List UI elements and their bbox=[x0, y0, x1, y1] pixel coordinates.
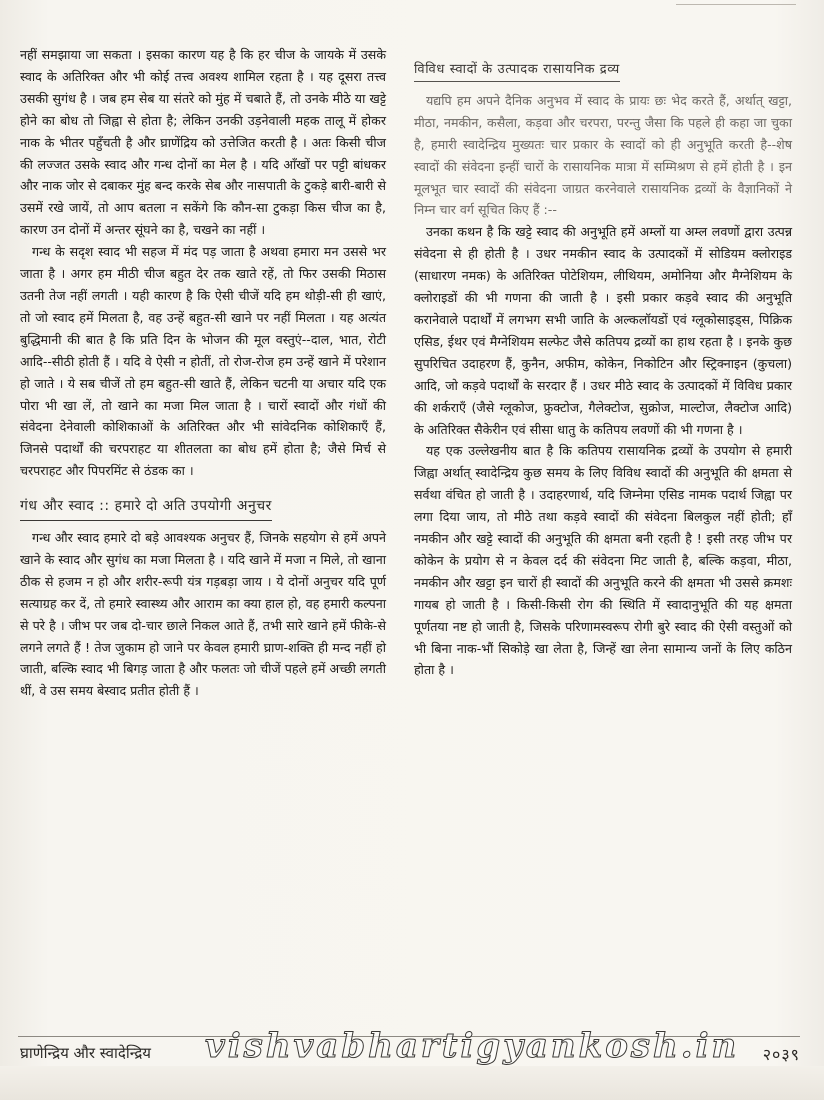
section-heading-chemicals: विविध स्वादों के उत्पादक रासायनिक द्रव्य bbox=[414, 59, 620, 82]
right-paragraph-3: यह एक उल्लेखनीय बात है कि कतिपय रासायनिक द्रव्यों के उपयोग से हमारी जिह्वा अर्थात् स्वादेन्द्रिय कुछ समय के लिए विविध स्वादों की अनुभूति की क्षमता से सर्वथा वंचित हो जाती है । उदाहरणार्थ, यदि जिम्नेमा एसिड नामक पदार्थ जिह्वा पर लगा दिया जाय, तो मीठे तथा कड़वे स्वादों की संवेदना बिलकुल नहीं होती; हाँ नमकीन और खट्टे स्वादों की अनुभूति की क्षमता बनी रहती है ! इसी तरह जीभ पर कोकेन के प्रयोग से न केवल दर्द की संवेदना मिट जाती है, बल्कि कड़वा, मीठा, नमकीन और खट्टा इन चारों ही स्वादों की अनुभूति करने की क्षमता भी उससे क्रमशः गायब हो जाती है । किसी-किसी रोग की स्थिति में स्वादानुभूति की यह क्षमता पूर्णतया नष्ट हो जाती है, जिसके परिणामस्वरूप रोगी बुरे स्वाद की ऐसी वस्तुओं को भी बिना नाक-भौं सिकोड़े खा लेता है, जिन्हें खा लेना सामान्य जनों के लिए कठिन होता है । bbox=[414, 443, 792, 678]
left-paragraph-1: नहीं समझाया जा सकता । इसका कारण यह है कि हर चीज के जायके में उसके स्वाद के अतिरिक्त और भी कोई तत्त्व अवश्य शामिल रहता है । यह दूसरा तत्त्व उसकी सुगंध है । जब हम सेब या संतरे को मुंह में चबाते हैं, तो उनके मीठे या खट्टे होने का बोध तो जिह्वा से होता है; लेकिन उनकी उड़नेवाली महक तालू में होकर नाक के भीतर पहुँचती है और घ्राणेंद्रिय को उत्तेजित करती है । अतः किसी चीज की लज्जत उसके स्वाद और गन्ध दोनों का मेल है । यदि आँखों पर पट्टी बांधकर और नाक जोर से दबाकर मुंह बन्द करके सेब और नासपाती के टुकड़े बारी-बारी से उसमें रखे जायें, तो आप बतला न सकेंगे कि कौन-सा टुकड़ा किस चीज का है, कारण उन दोनों में अन्तर सूंघने का है, चखने का नहीं । bbox=[20, 47, 386, 238]
site-watermark: vishvabhartigyankosh.in bbox=[205, 1026, 740, 1066]
left-paragraph-2: गन्ध के सदृश स्वाद भी सहज में मंद पड़ जाता है अथवा हमारा मन उससे भर जाता है । अगर हम मीठी चीज बहुत देर तक खाते रहें, तो फिर उसकी मिठास उतनी तेज नहीं लगती । यही कारण है कि ऐसी चीजें यदि हम थोड़ी-सी ही खाएं, तो जो स्वाद हमें मिलता है, वह उन्हें बहुत-सी खाने पर नहीं मिलता । यह अत्यंत बुद्धिमानी की बात है कि प्रति दिन के भोजन की मूल वस्तुएं--दाल, भात, रोटी आदि--सीठी होती हैं । यदि वे ऐसी न होतीं, तो रोज-रोज हम उन्हें खाने में परेशान हो जाते । ये सब चीजें तो हम बहुत-सी खाते हैं, लेकिन चटनी या अचार यदि एक पोरा भी खा लें, तो खाने का मजा मिल जाता है । चारों स्वादों और गंधों की संवेदना देनेवाली कोशिकाओं के अतिरिक्त और भी सांवेदनिक कोशिकाएँ हैं, जिनसे पदार्थों की चरपराहट या शीतलता का बोध हमें होता है; जैसे मिर्च से चरपराहट और पिपरमिंट से ठंडक का । bbox=[20, 244, 386, 479]
left-paragraph-3: गन्ध और स्वाद हमारे दो बड़े आवश्यक अनुचर हैं, जिनके सहयोग से हमें अपने खाने के स्वाद और सुगंध का मजा मिलता है । यदि खाने में मजा न मिले, तो खाना ठीक से हजम न हो और शरीर-रूपी यंत्र गड़बड़ा जाय । ये दोनों अनुचर यदि पूर्ण सत्याग्रह कर दें, तो हमारे स्वास्थ्य और आराम का क्या हाल हो, वह हमारी कल्पना से परे है । जीभ पर जब दो-चार छाले निकल आते हैं, तभी सारे खाने हमें फीके-से लगने लगते हैं ! तेज जुकाम हो जाने पर केवल हमारी घ्राण-शक्ति ही मन्द नहीं हो जाती, बल्कि स्वाद भी बिगड़ जाता है और फलतः जो चीजें पहले हमें अच्छी लगती थीं, वे उस समय बेस्वाद प्रतीत होती हैं । bbox=[20, 530, 386, 699]
page-number: २०३९ bbox=[762, 1045, 800, 1064]
scan-bottom-margin bbox=[0, 1066, 824, 1100]
right-paragraph-2: उनका कथन है कि खट्टे स्वाद की अनुभूति हमें अम्लों या अम्ल लवणों द्वारा उत्पन्न संवेदना से ही होती है । उधर नमकीन स्वाद के उत्पादकों में सोडियम क्लोराइड (साधारण नमक) के अतिरिक्त पोटेशियम, लीथियम, अमोनिया और मैग्नेशियम के क्लोराइडों की भी गणना की जाती है । इसी प्रकार कड़वे स्वाद की अनुभूति करानेवाले पदार्थों में लगभग सभी जाति के अल्कलॉयडों एवं ग्लूकोसाइड्स, पिक्रिक एसिड, ईथर एवं मैग्नेशियम सल्फेट जैसे कतिपय द्रव्यों का हाथ रहता है । इनके कुछ सुपरिचित उदाहरण हैं, कुनैन, अफीम, कोकेन, निकोटिन और स्ट्रिक्नाइन (कुचला) आदि, जो कड़वे पदार्थों के सरदार हैं । उधर मीठे स्वाद के उत्पादकों में विविध प्रकार की शर्कराएँ (जैसे ग्लूकोज, फ्रुक्टोज, गैलेक्टोज, सुक्रोज, माल्टोज, लैक्टोज आदि) के अतिरिक्त सैकेरीन एवं सीसा धातु के कतिपय लवणों की भी गणना है । bbox=[414, 224, 792, 437]
left-column bbox=[20, 44, 386, 702]
right-paragraph-1: यद्यपि हम अपने दैनिक अनुभव में स्वाद के प्रायः छः भेद करते हैं, अर्थात् खट्टा, मीठा, नमकीन, कसैला, कड़वा और चरपरा, परन्तु जैसा कि पहले ही कहा जा चुका है, हमारी स्वादेन्द्रिय मुख्यतः चार प्रकार के स्वादों को ही अनुभूति करती है--शेष स्वादों की संवेदना इन्हीं चारों के रासायनिक मात्रा में सम्मिश्रण से हमें होती है । इन मूलभूत चार स्वादों की संवेदना जाग्रत करनेवाले रासायनिक द्रव्यों के वैज्ञानिकों ने निम्न चार वर्ग सूचित किए हैं :-- bbox=[414, 92, 792, 218]
right-column bbox=[414, 58, 792, 681]
top-rule bbox=[676, 4, 796, 5]
running-title: घ्राणेन्द्रिय और स्वादेन्द्रिय bbox=[20, 1044, 152, 1062]
section-heading-smell-taste: गंध और स्वाद :: हमारे दो अति उपयोगी अनुचर bbox=[20, 496, 272, 521]
